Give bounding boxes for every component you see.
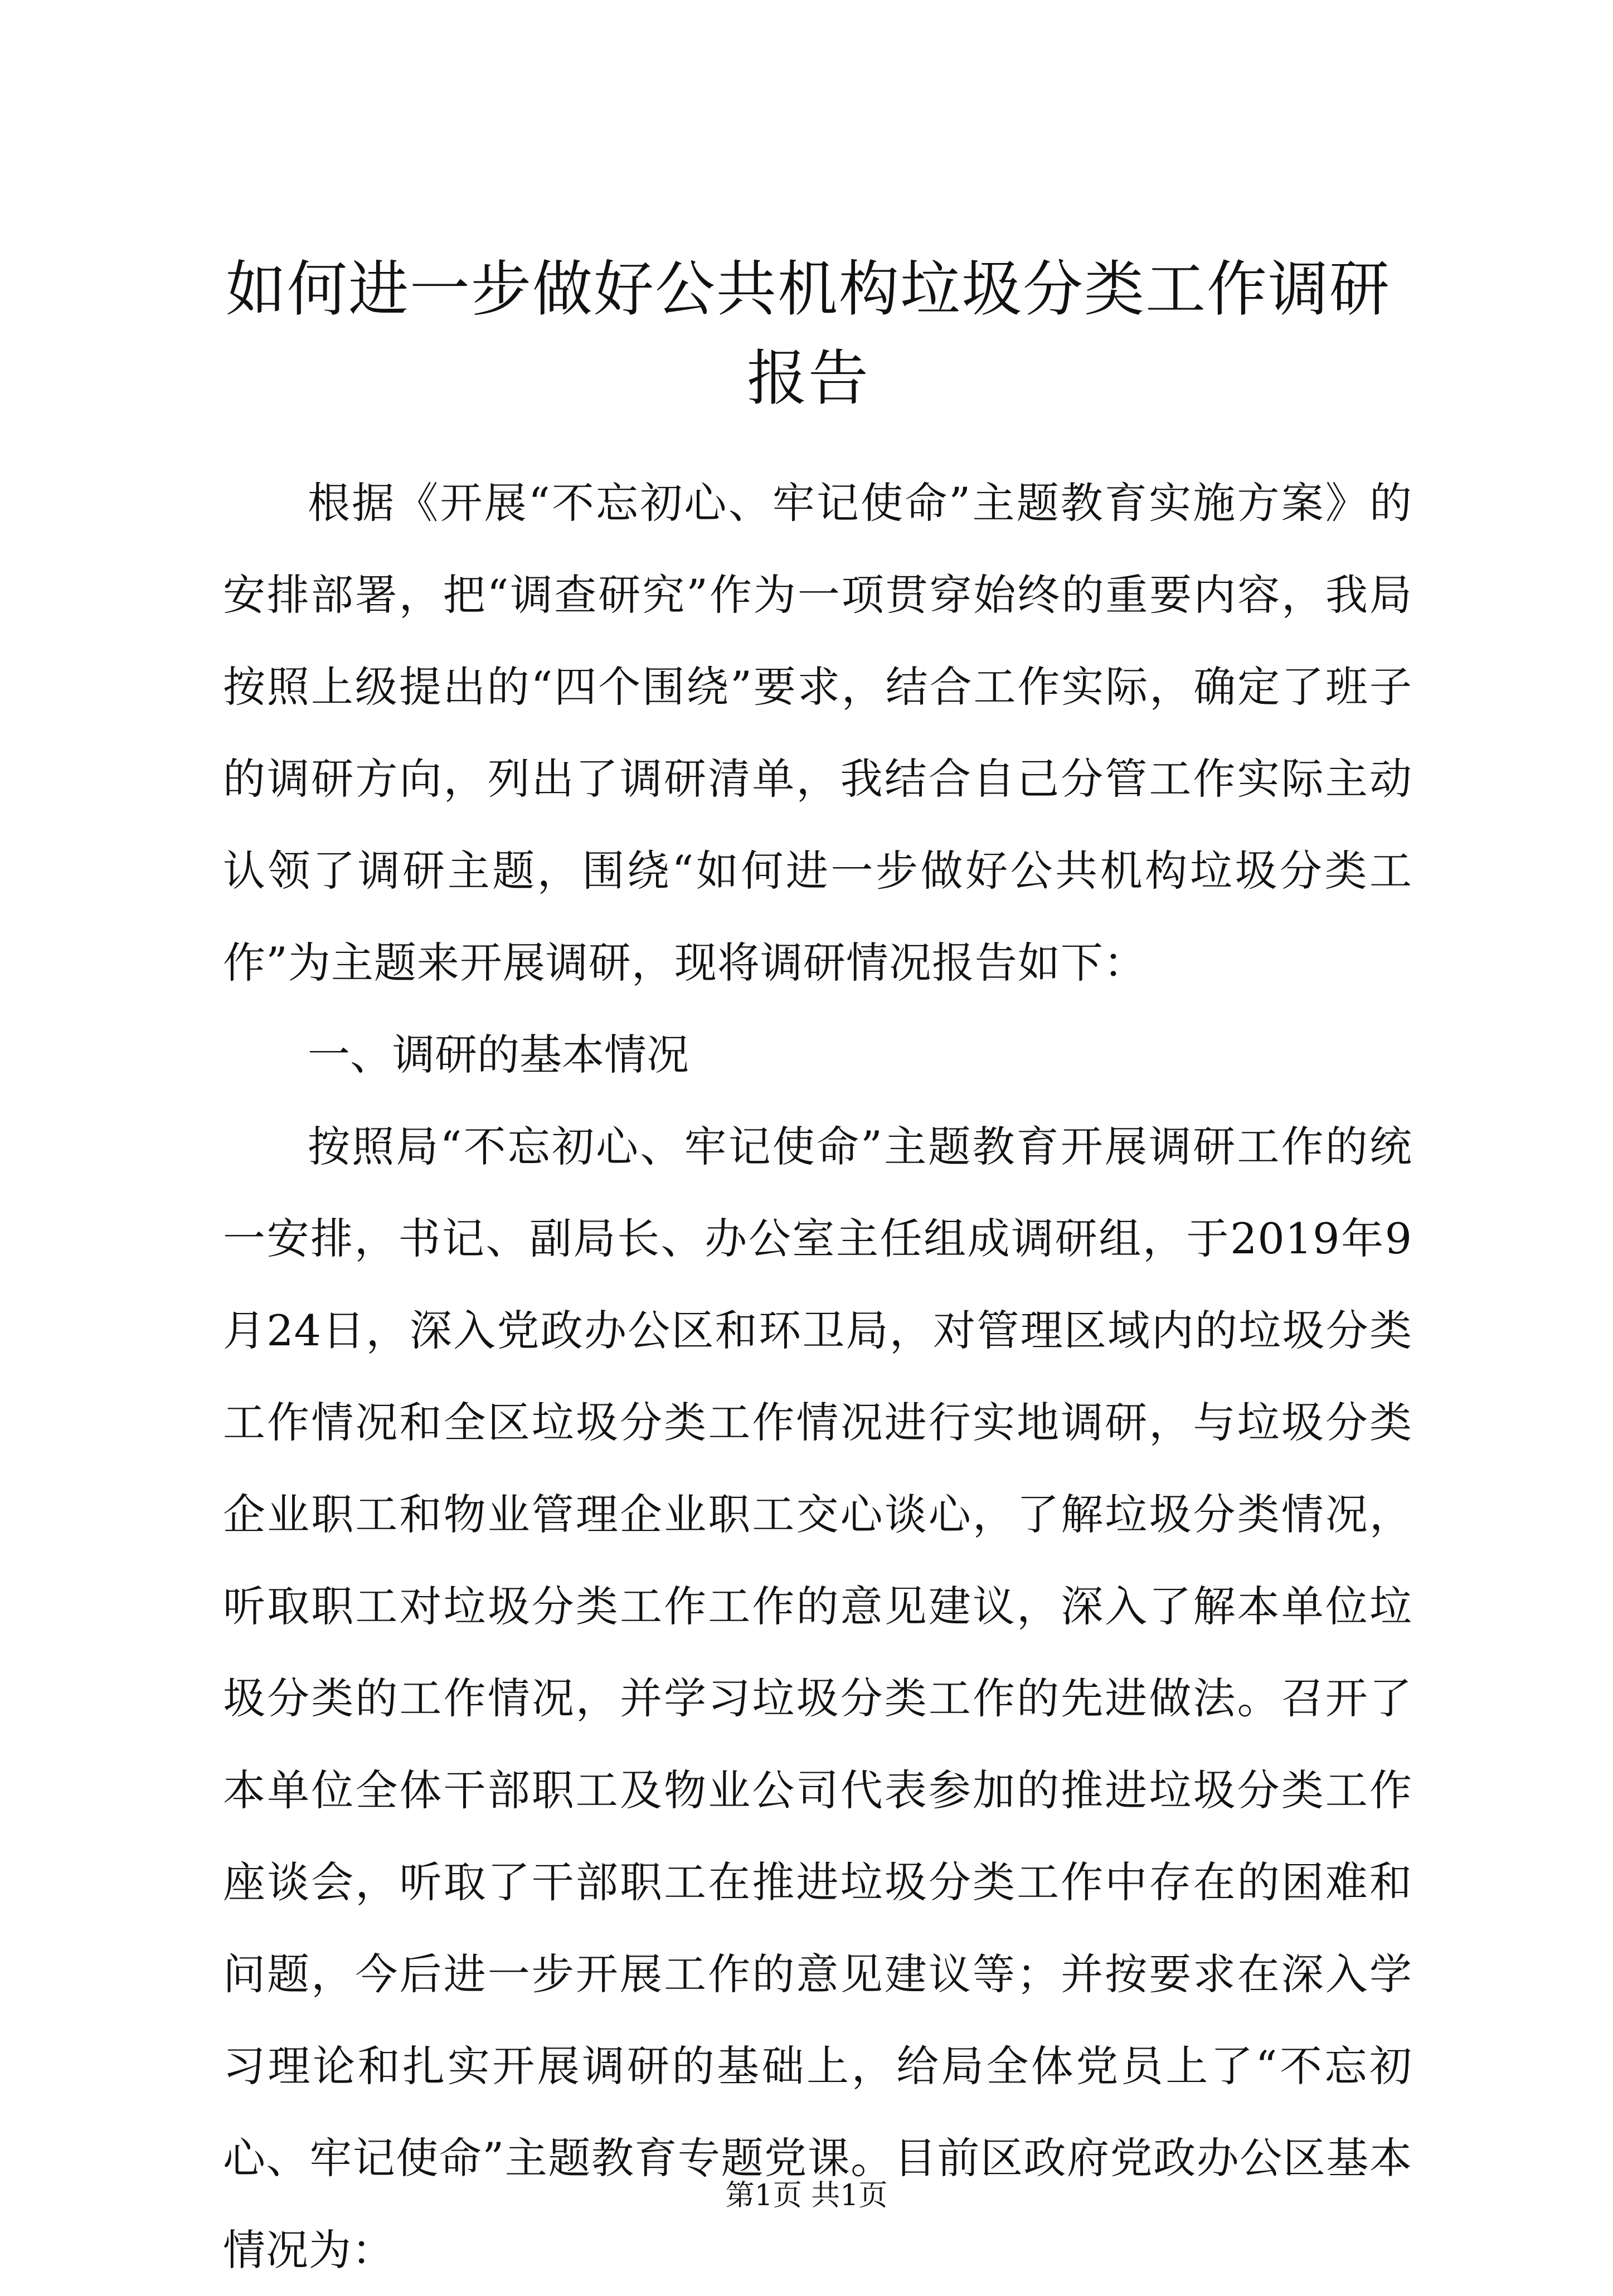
section-paragraph: 按照局“不忘初心、牢记使命”主题教育开展调研工作的统一安排，书记、副局长、办公室主任组成调研组，于2019年9月24日，深入党政办公区和环卫局，对管理区域内的垃圾分类工作情况和全区垃圾分类工作情况进行实地调研，与垃圾分类企业职工和物业管理企业职工交心谈心，了解垃圾分类情况，听取职工对垃圾分类工作工作的意见建议，深入了解本单位垃圾分类的工作情况，并学习垃圾分类工作的先进做法。召开了本单位全体干部职工及物业公司代表参加的推进垃圾分类工作座谈会，听取了干部职工在推进垃圾分类工作中存在的困难和问题，今后进一步开展工作的意见建议等；并按要求在深入学习理论和扎实开展调研的基础上，给局全体党员上了“不忘初心、牢记使命”主题教育专题党课。目前区政府党政办公区基本情况为： xyxy=(223,1122,1412,2275)
document-title: 如何进一步做好公共机构垃圾分类工作调研报告 xyxy=(225,255,1391,414)
page-footer: 第1页 共1页 xyxy=(725,2179,888,2212)
document-body xyxy=(223,457,1412,2296)
intro-paragraph: 根据《开展“不忘初心、牢记使命”主题教育实施方案》的安排部署，把“调查研究”作为一项贯穿始终的重要内容，我局按照上级提出的“四个围绕”要求，结合工作实际，确定了班子的调研方向，列出了调研清单，我结合自己分管工作实际主动认领了调研主题，围绕“如何进一步做好公共机构垃圾分类工作”为主题来开展调研，现将调研情况报告如下： xyxy=(223,478,1412,988)
section-heading-basic-situation: 一、调研的基本情况 xyxy=(308,1030,689,1079)
